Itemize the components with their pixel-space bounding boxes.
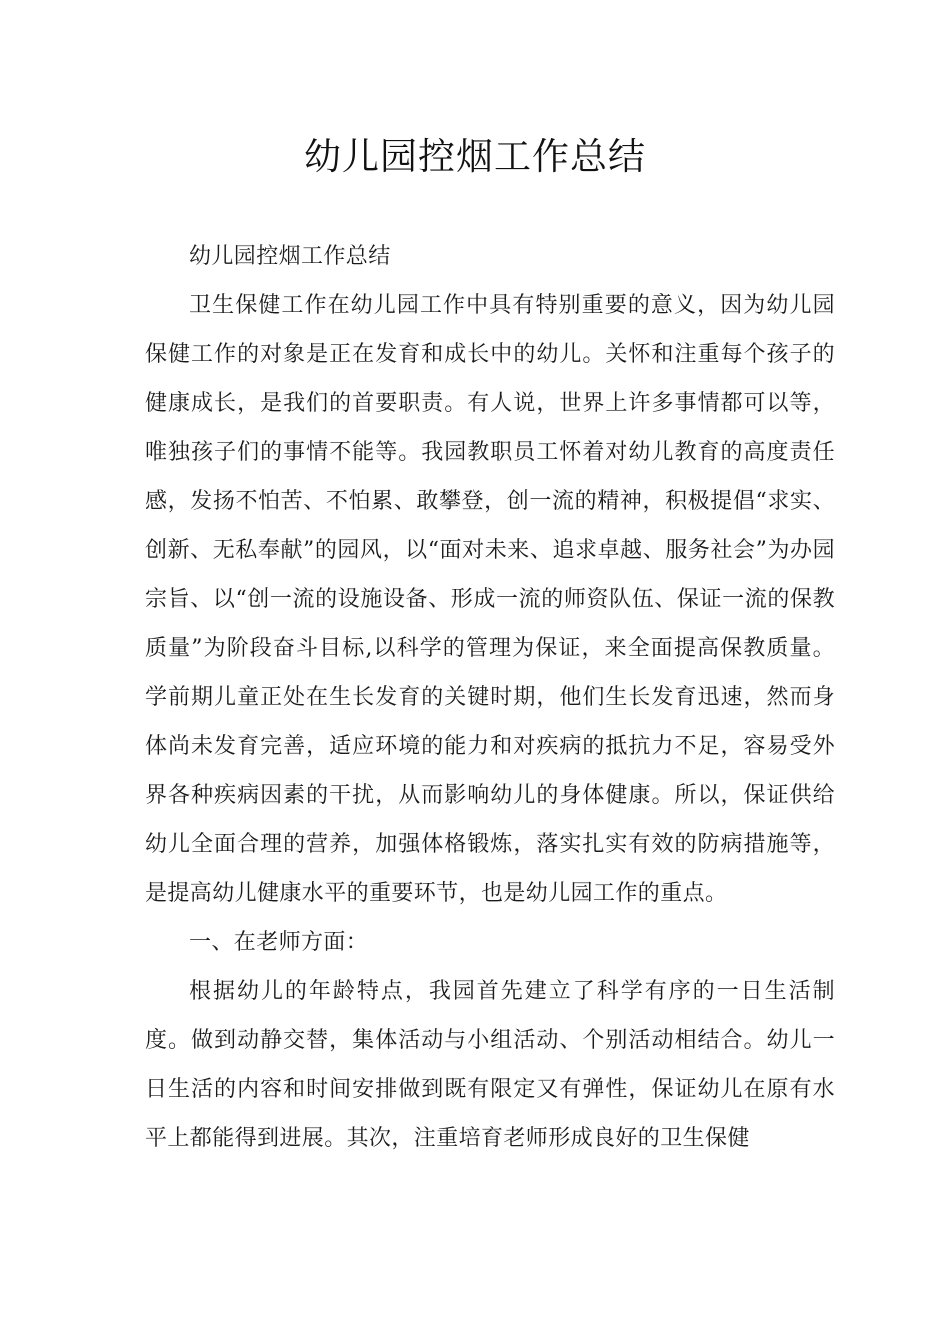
document-title: 幼儿园控烟工作总结 [304, 135, 646, 178]
paragraph-intro: 卫生保健工作在幼儿园工作中具有特别重要的意义，因为幼儿园保健工作的对象是正在发育和成长中的幼儿。关怀和注重每个孩子的健康成长，是我们的首要职责。有人说，世界上许多事情都可以等，唯独孩子们的事情不能等。我园教职员工怀着对幼儿教育的高度责任感，发扬不怕苦、不怕累、敢攀登，创一流的精神，积极提倡“求实、创新、无私奉献”的园风，以“面对未来、追求卓越、服务社会”为办园宗旨、以“创一流的设施设备、形成一流的师资队伍、保证一流的保教质量”为阶段奋斗目标,以科学的管理为保证，来全面提高保教质量。学前期儿童正处在生长发育的关键时期，他们生长发育迅速，然而身体尚未发育完善，适应环境的能力和对疾病的抵抗力不足，容易受外界各种疾病因素的干扰，从而影响幼儿的身体健康。所以，保证供给幼儿全面合理的营养，加强体格锻炼，落实扎实有效的防病措施等，是提高幼儿健康水平的重要环节，也是幼儿园工作的重点。 [145, 293, 835, 906]
section-heading-teachers: 一、在老师方面： [189, 930, 369, 955]
document-body [145, 232, 835, 1163]
paragraph-subtitle: 幼儿园控烟工作总结 [189, 244, 391, 269]
paragraph-teachers: 根据幼儿的年龄特点，我园首先建立了科学有序的一日生活制度。做到动静交替，集体活动与小组活动、个别活动相结合。幼儿一日生活的内容和时间安排做到既有限定又有弹性，保证幼儿在原有水平上都能得到进展。其次，注重培育老师形成良好的卫生保健 [145, 979, 835, 1151]
